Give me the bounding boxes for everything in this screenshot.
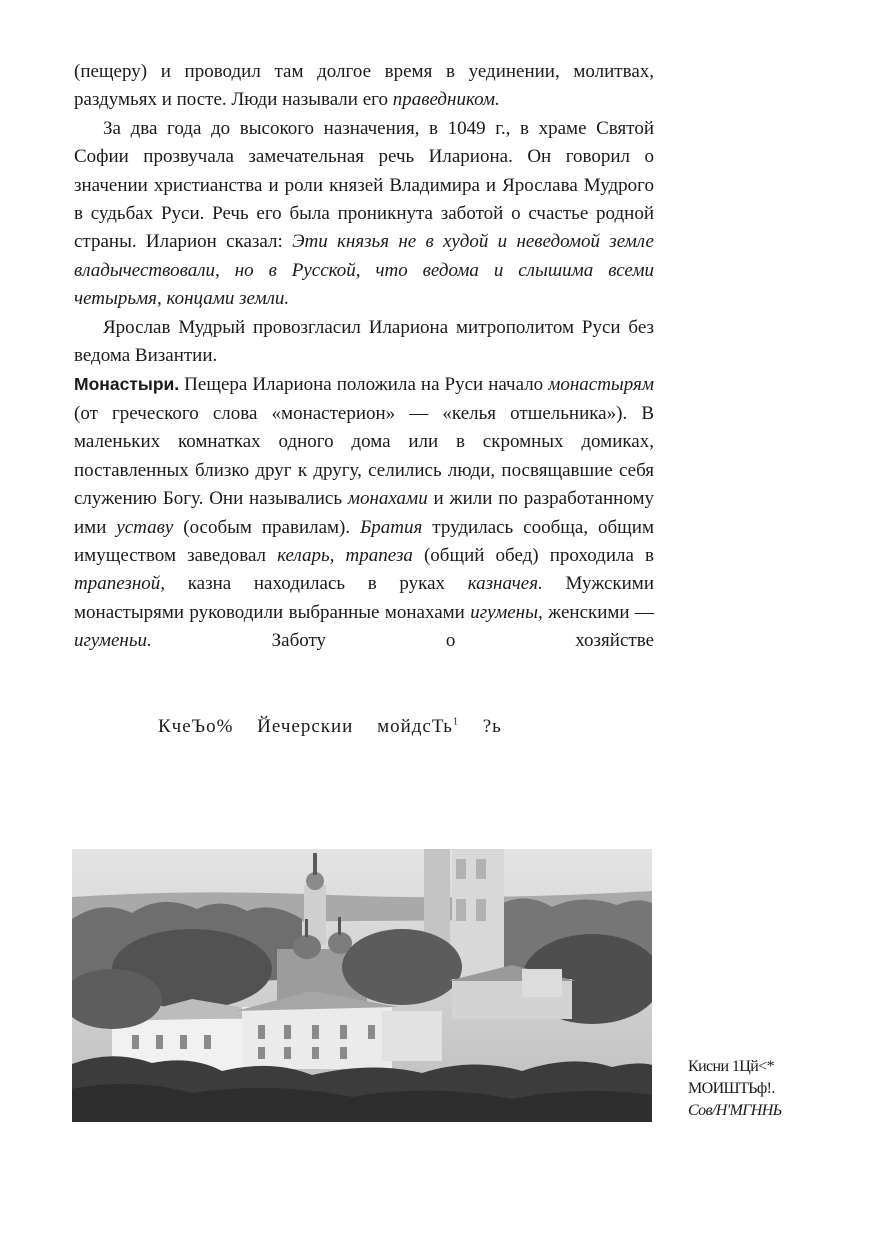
text-run: казна находилась в руках	[165, 573, 468, 595]
caption-line-1: Кисни 1Цй<*	[688, 1058, 775, 1075]
paragraph	[74, 115, 654, 314]
text-run: За два года до высокого назначения, в 1049 г., в храме Святой Софии прозвучала замечательная речь Илариона. Он говорил о значении христианства и роли князей Владимира и Ярослава Мудрого в судьбах Руси. Речь его была проникнута заботой о счастье родной страны. Иларион сказал:	[74, 117, 654, 253]
paragraph	[74, 314, 654, 371]
italic-term: монастырям	[548, 374, 654, 396]
italic-term: уставу	[116, 516, 174, 538]
text-run: и жили по разработанному ими	[74, 488, 654, 538]
text-run: Пещера Илариона положила на Руси начало	[179, 374, 549, 396]
monastery-photo	[72, 849, 652, 1122]
italic-term: игуменьи.	[74, 630, 152, 652]
text-run: Ярослав Мудрый провозгласил Илариона митрополитом Руси без ведома Византии.	[74, 316, 654, 367]
caption-line-3-text: Сов/Н'МГННЬ	[688, 1102, 782, 1119]
text-run: женскими —	[542, 601, 654, 623]
text-run: (особым правилам).	[173, 516, 361, 538]
caption-line-2: МОИШТЬф!.	[688, 1080, 775, 1097]
italic-term: игумены,	[470, 601, 543, 623]
paragraph	[74, 370, 654, 655]
caption-line-3	[688, 1100, 782, 1122]
photo-title-part1: КчеЪо% Йечерскии мойдсТь	[158, 716, 453, 737]
italic-term: Братия	[360, 516, 423, 538]
main-text	[74, 58, 654, 656]
text-run: Мужскими монастырями руководили выбранные монахами	[74, 573, 654, 623]
text-run: трудилась сообща, общим имуществом заведовал	[74, 516, 655, 566]
photo-title-part2: ?ь	[458, 716, 502, 737]
italic-term: праведником.	[392, 89, 500, 111]
italic-term: трапезной,	[74, 573, 165, 595]
italic-term: келарь, трапеза	[277, 544, 413, 566]
italic-term: Эти князья не в худой и неведомой земле владычествовали, но в Русской, что ведома и слышима всеми четырьмя, концами земли.	[74, 231, 654, 310]
paragraph	[74, 58, 654, 115]
text-run: (пещеру) и проводил там долгое время в уединении, молитвах, раздумьях и посте. Люди называли его	[74, 61, 654, 111]
text-run: (общий обед) проходила в	[412, 544, 654, 566]
text-run: (от греческого слова «монастерион» — «келья отшельника»). В маленьких комнатках одного дома или в скромных домиках, поставленных близко друг к другу, селились люди, посвящавшие себя служению Богу. Они назывались	[74, 402, 654, 510]
italic-term: монахами	[347, 488, 428, 510]
photo-caption	[688, 1056, 782, 1122]
section-heading: Монастыри.	[74, 374, 180, 395]
italic-term: казначея.	[467, 573, 543, 595]
photo-title-garbled	[158, 716, 502, 738]
photo-title-superscript: 1	[452, 716, 459, 728]
text-run: Заботу о хозяйстве	[151, 630, 654, 652]
